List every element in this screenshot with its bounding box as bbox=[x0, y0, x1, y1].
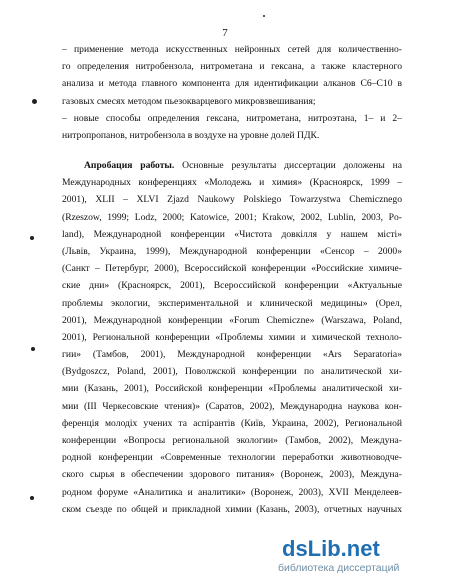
text-line: мии (III Черкесовские чтения)» (Саратов, 2002), Международна наукова кон- bbox=[62, 400, 402, 412]
text-line: 2001), Международной конференции «Forum Chemiczne» (Warszawa, Poland, bbox=[62, 314, 402, 326]
approbation-first-line bbox=[62, 157, 402, 174]
watermark-logo: dsLib.net bbox=[282, 536, 380, 561]
text-line: – применение метода искусственных нейронных сетей для количественно- bbox=[62, 44, 402, 55]
scan-speck bbox=[32, 99, 37, 104]
text-line: го определения нитробензола, нитрометана и гексана, а также кластерного bbox=[62, 61, 402, 73]
text-line: Международных конференциях «Молодежь и химия» (Красноярск, 1999 – bbox=[62, 177, 402, 189]
text-line: анализа и метода главного компонента для идентификации алканов C6–C10 в bbox=[62, 78, 402, 90]
text-line: конференции «Вопросы региональной экологии» (Тамбов, 2002), Междуна- bbox=[62, 435, 402, 446]
approbation-heading: Апробация работы. bbox=[84, 160, 175, 171]
text-line: гии» (Тамбов, 2001), Международной конференции «Ars Separatoria» bbox=[62, 349, 402, 361]
text-line: проблемы экологии, экспериментальной и клинической медицины» (Орел, bbox=[62, 297, 402, 309]
text-line: ференція молодіх учених та аспірантів (Київ, Украина, 2002), Региональной bbox=[62, 417, 402, 429]
scan-speck bbox=[30, 496, 34, 500]
text-line: 2001), Региональной конференции «Проблемы химии и химической техноло- bbox=[62, 331, 402, 343]
page-number: 7 bbox=[222, 27, 228, 39]
text-line: 2001), XLII – XLVI Zjazd Naukowy Polskiego Towarzystwa Chemicznego bbox=[62, 194, 402, 206]
approbation-section bbox=[62, 157, 402, 518]
text-top bbox=[62, 41, 402, 144]
scan-speck bbox=[30, 236, 34, 240]
text-line: – новые способы определения гексана, нитрометана, нитроэтана, 1– и 2– bbox=[62, 112, 402, 124]
watermark bbox=[274, 536, 450, 579]
watermark-subtitle: библиотека диссертаций bbox=[278, 562, 400, 574]
text-line: (Львів, Украина, 1999), Международной конференции «Сенсор – 2000» bbox=[62, 245, 402, 257]
text-line: (Rzeszow, 1999; Lodz, 2000; Katowice, 2001; Krakow, 2002, Lublin, 2003, Po- bbox=[62, 211, 402, 223]
text-line: land), Международной конференции «Чистота довкілля у нашем місті» bbox=[62, 228, 402, 240]
text-line: родном форуме «Аналитика и аналитики» (Воронеж, 2003), XVII Менделеев- bbox=[62, 486, 402, 498]
text-line: мии (Казань, 2001), Российской конференции «Проблемы аналитической хи- bbox=[62, 383, 402, 395]
text-line: ском съезде по общей и прикладной химии (Казань, 2003), отчетных научных bbox=[62, 503, 402, 515]
text-line: (Bydgoszcz, Poland, 2001), Поволжской конференции по аналитической хи- bbox=[62, 366, 402, 378]
scan-speck bbox=[263, 15, 265, 17]
text-line: (Санкт – Петербург, 2000), Всероссийской конференции «Российские химиче- bbox=[62, 263, 402, 275]
scan-speck bbox=[31, 347, 35, 351]
text-line: нитропропанов, нитробензола в воздухе на уровне долей ПДК. bbox=[62, 129, 320, 141]
text-line: ские дни» (Красноярск, 2001), Всероссийской конференции «Актуальные bbox=[62, 280, 402, 292]
text-line: ского сырья в обеспечении здорового питания» (Воронеж, 2003), Междуна- bbox=[62, 469, 402, 481]
text-line: газовых смесях методом пьезокварцевого микровзвешивания; bbox=[62, 95, 316, 107]
approbation-first-line-text: Основные результаты диссертации доложены на bbox=[174, 160, 402, 171]
text-line: родной конференции «Современные технологии переработки животноводче- bbox=[62, 452, 402, 464]
